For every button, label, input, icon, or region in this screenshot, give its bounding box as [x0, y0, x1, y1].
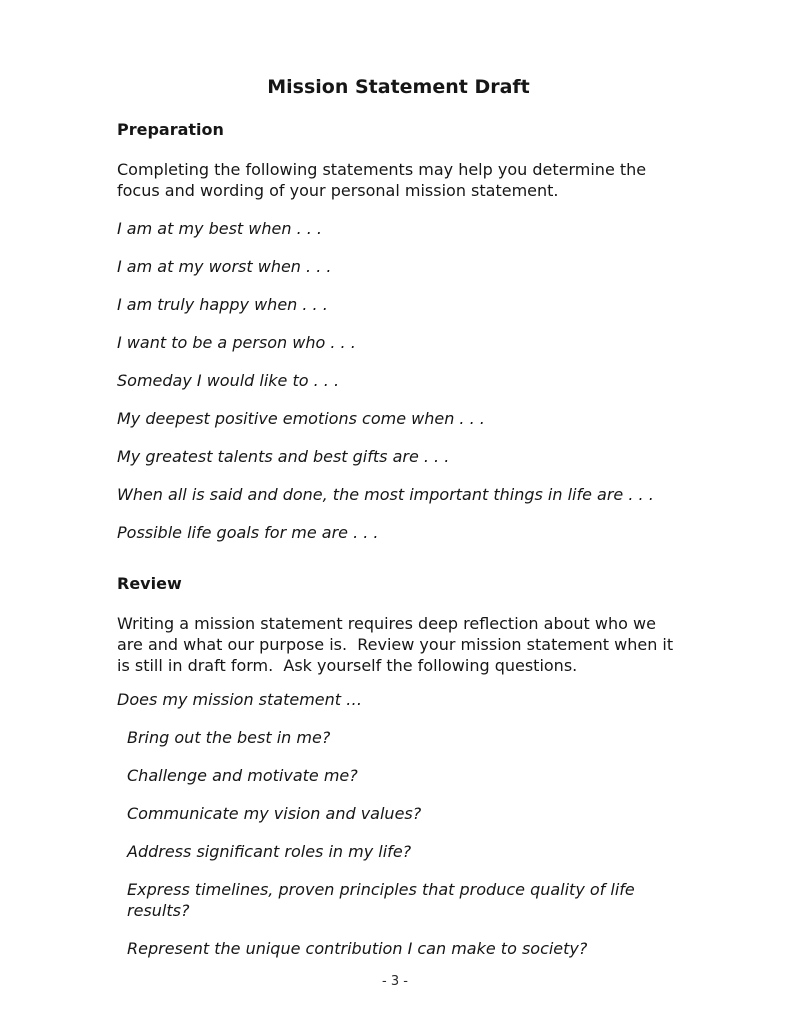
prompt-line: I want to be a person who . . . [117, 333, 356, 352]
question-line: Express timelines, proven principles that produce quality of life results? [127, 880, 635, 920]
prompt-line: I am truly happy when . . . [117, 295, 328, 314]
section-heading-review: Review [117, 574, 182, 593]
review-lead-line: Does my mission statement … [117, 690, 363, 709]
prompt-line: I am at my worst when . . . [117, 257, 332, 276]
question-line: Represent the unique contribution I can make to society? [127, 939, 588, 958]
preparation-intro-paragraph: Completing the following statements may help you determine the focus and wording of your personal mission statement. [117, 160, 652, 200]
prompt-line: I am at my best when . . . [117, 219, 323, 238]
page-number: - 3 - [382, 974, 408, 989]
section-heading-preparation: Preparation [117, 120, 224, 139]
prompt-line: My deepest positive emotions come when . . . [117, 409, 485, 428]
question-line: Challenge and motivate me? [127, 766, 358, 785]
prompt-line: My greatest talents and best gifts are . . . [117, 447, 450, 466]
prompt-line: When all is said and done, the most important things in life are . . . [117, 485, 654, 504]
prompt-line: Someday I would like to . . . [117, 371, 340, 390]
review-intro-paragraph: Writing a mission statement requires deep reflection about who we are and what our purpose is. Review your mission statement when it is still in draft form. Ask yourself the following questions. [117, 614, 679, 675]
question-line: Communicate my vision and values? [127, 804, 422, 823]
question-line: Address significant roles in my life? [127, 842, 412, 861]
page-title: Mission Statement Draft [267, 76, 530, 98]
question-line: Bring out the best in me? [127, 728, 331, 747]
prompt-line: Possible life goals for me are . . . [117, 523, 379, 542]
